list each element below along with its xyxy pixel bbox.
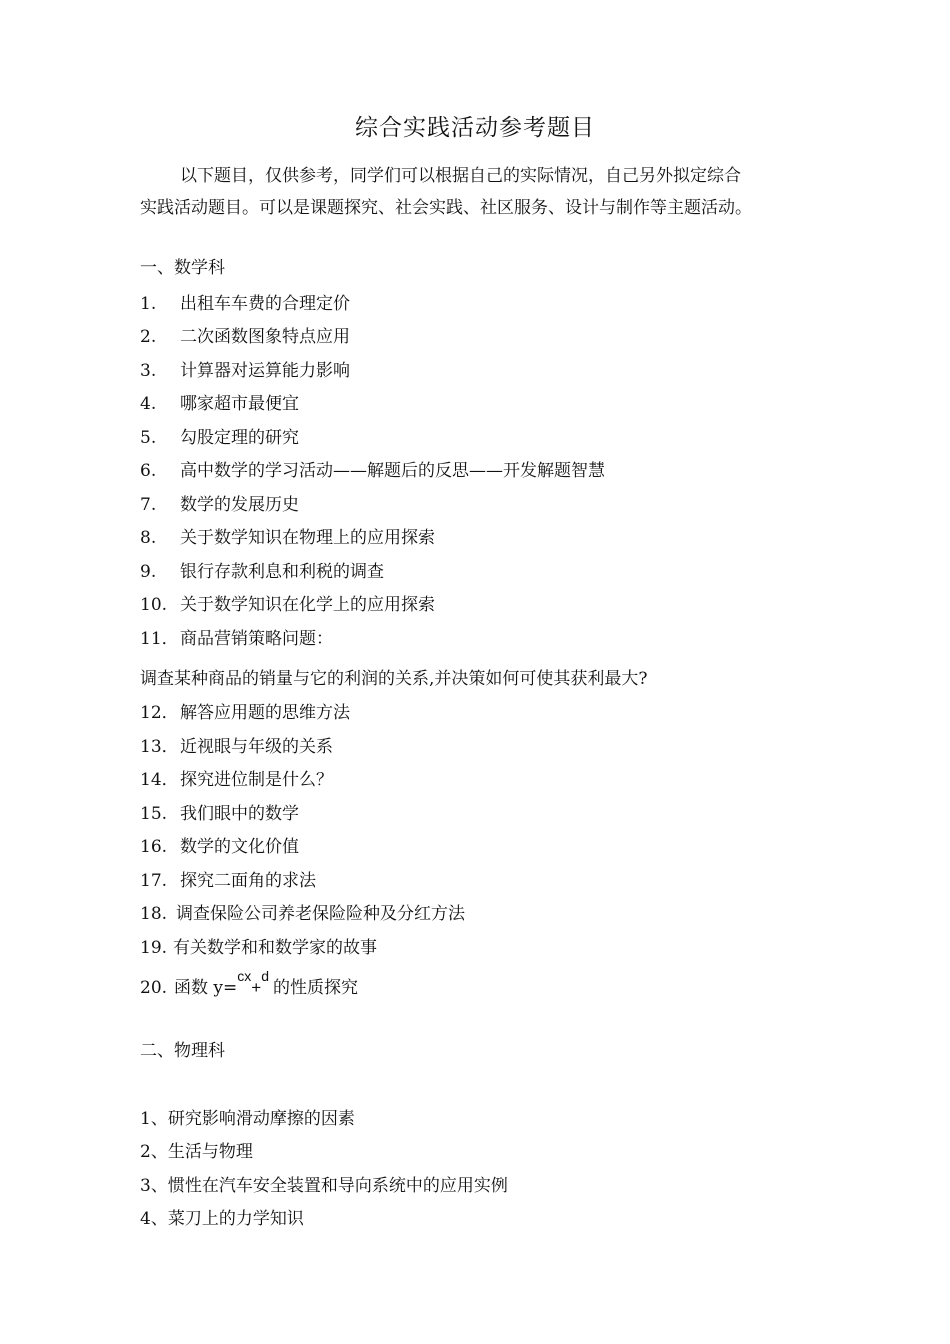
formula-superscript-d: d [261,968,269,984]
physics-item-4: 4、菜刀上的力学知识 [140,1209,304,1229]
math-item-14: 14．探究进位制是什么？ [140,770,333,790]
math-item-5: 5. 勾股定理的研究 [140,428,299,448]
physics-heading: 二、物理科 [140,1041,225,1061]
math-item-11-detail: 调查某种商品的销量与它的利润的关系,并决策如何可使其获利最大? [140,669,648,689]
physics-item-3: 3、惯性在汽车安全装置和导向系统中的应用实例 [140,1176,508,1196]
math-item-11: 11．商品营销策略问题： [140,629,333,649]
math-item-3: 3. 计算器对运算能力影响 [140,361,350,381]
math-item-9: 9. 银行存款利息和利税的调查 [140,562,384,582]
math-item-16: 16. 数学的文化价值 [140,837,299,857]
formula-superscript-cx: cx [237,968,252,984]
intro-paragraph [140,160,830,224]
math-item-13: 13．近视眼与年级的关系 [140,737,333,757]
math-heading: 一、数学科 [140,258,225,278]
math-item-7: 7. 数学的发展历史 [140,495,299,515]
document-title: 综合实践活动参考题目 [355,115,595,141]
physics-item-2: 2、生活与物理 [140,1142,253,1162]
math-item-18: 18. 调查保险公司养老保险险种及分红方法 [140,904,465,924]
math-item-12: 12．解答应用题的思维方法 [140,703,350,723]
math-item-6: 6. 高中数学的学习活动——解题后的反思——开发解题智慧 [140,461,605,481]
physics-item-1: 1、研究影响滑动摩擦的因素 [140,1109,355,1129]
math-item-4: 4. 哪家超市最便宜 [140,394,299,414]
math-item-8: 8. 关于数学知识在物理上的应用探索 [140,528,435,548]
math-item-15: 15. 我们眼中的数学 [140,804,299,824]
math-item-19: 19. 有关数学和和数学家的故事 [140,938,377,958]
math-item-17: 17. 探究二面角的求法 [140,871,316,891]
intro-line-1: 以下题目，仅供参考，同学们可以根据自己的实际情况，自己另外拟定综合 [180,166,741,186]
math-item-10: 10. 关于数学知识在化学上的应用探索 [140,595,435,615]
math-item-1: 1. 出租车车费的合理定价 [140,294,350,314]
math-item-2: 2. 二次函数图象特点应用 [140,327,350,347]
math-item-20: 20. 函数 y=$^{cx}$+$^d$的性质探究 [140,968,358,998]
intro-line-2: 实践活动题目。可以是课题探究、社会实践、社区服务、设计与制作等主题活动。 [140,198,752,218]
